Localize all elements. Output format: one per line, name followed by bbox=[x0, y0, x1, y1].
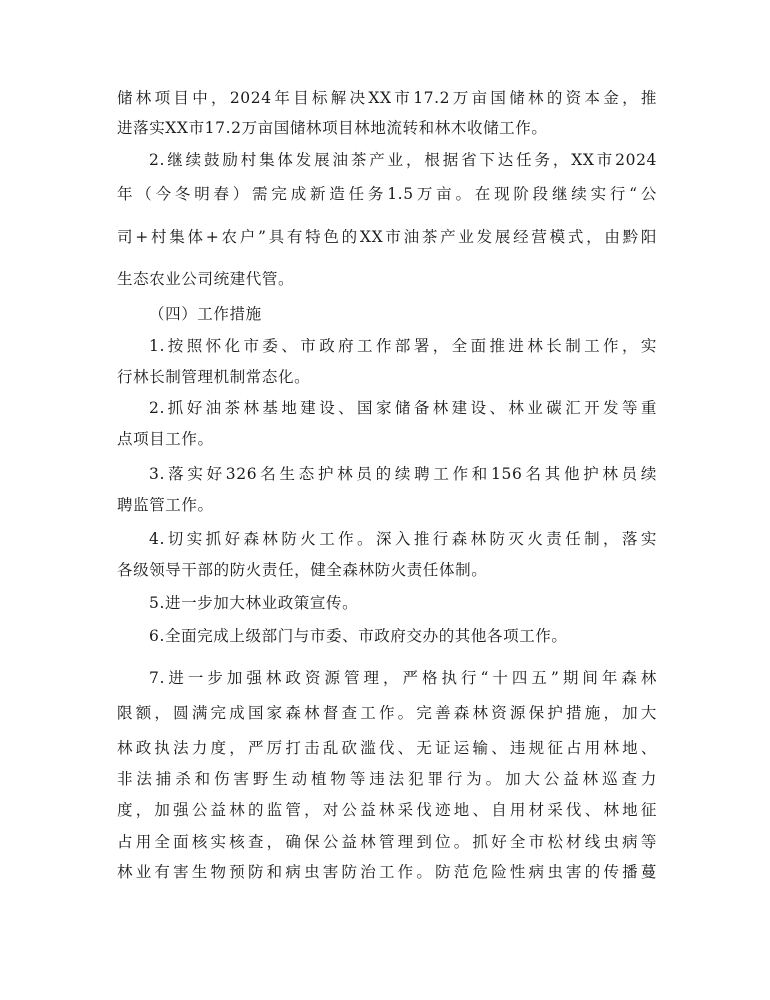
text-line: 聘监管工作。 bbox=[117, 496, 214, 514]
text-line: 司+村集体+农户”具有特色的XX市油茶产业发展经营模式，由黔阳 bbox=[117, 228, 657, 246]
text-line: 林业有害生物预防和病虫害防治工作。防范危险性病虫害的传播蔓 bbox=[117, 863, 657, 881]
section-heading: （四）工作措施 bbox=[149, 305, 262, 323]
text-line: 1.按照怀化市委、市政府工作部署，全面推进林长制工作，实 bbox=[149, 337, 657, 355]
text-line: 非法捕杀和伤害野生动植物等违法犯罪行为。加大公益林巡查力 bbox=[117, 770, 657, 788]
text-line: 3.落实好326名生态护林员的续聘工作和156名其他护林员续 bbox=[149, 465, 657, 483]
text-line: 2.继续鼓励村集体发展油茶产业，根据省下达任务，XX市2024 bbox=[149, 151, 657, 169]
text-line: 储林项目中，2024年目标解决XX市17.2万亩国储林的资本金，推 bbox=[117, 89, 657, 107]
text-line: 生态农业公司统建代管。 bbox=[117, 270, 295, 288]
text-line: 进落实XX市17.2万亩国储林项目林地流转和林木收储工作。 bbox=[117, 119, 548, 137]
text-line: 点项目工作。 bbox=[117, 430, 214, 448]
text-line: 行林长制管理机制常态化。 bbox=[117, 368, 311, 386]
text-line: 林政执法力度，严厉打击乱砍滥伐、无证运输、违规征占用林地、 bbox=[117, 739, 657, 757]
text-line: 4.切实抓好森林防火工作。深入推行森林防灭火责任制，落实 bbox=[149, 530, 657, 548]
text-line: 5.进一步加大林业政策宣传。 bbox=[149, 594, 359, 612]
text-line: 各级领导干部的防火责任，健全森林防火责任体制。 bbox=[117, 561, 488, 579]
text-line: 7.进一步加强林政资源管理，严格执行“十四五”期间年森林 bbox=[149, 669, 657, 687]
text-line: 年（今冬明春）需完成新造任务1.5万亩。在现阶段继续实行“公 bbox=[117, 185, 657, 203]
text-line: 6.全面完成上级部门与市委、市政府交办的其他各项工作。 bbox=[149, 627, 568, 645]
text-line: 占用全面核实核查，确保公益林管理到位。抓好全市松材线虫病等 bbox=[117, 833, 657, 851]
text-line: 度，加强公益林的监管，对公益林采伐迹地、自用材采伐、林地征 bbox=[117, 801, 657, 819]
text-line: 2.抓好油茶林基地建设、国家储备林建设、林业碳汇开发等重 bbox=[149, 399, 657, 417]
text-line: 限额，圆满完成国家森林督查工作。完善森林资源保护措施，加大 bbox=[117, 704, 657, 722]
